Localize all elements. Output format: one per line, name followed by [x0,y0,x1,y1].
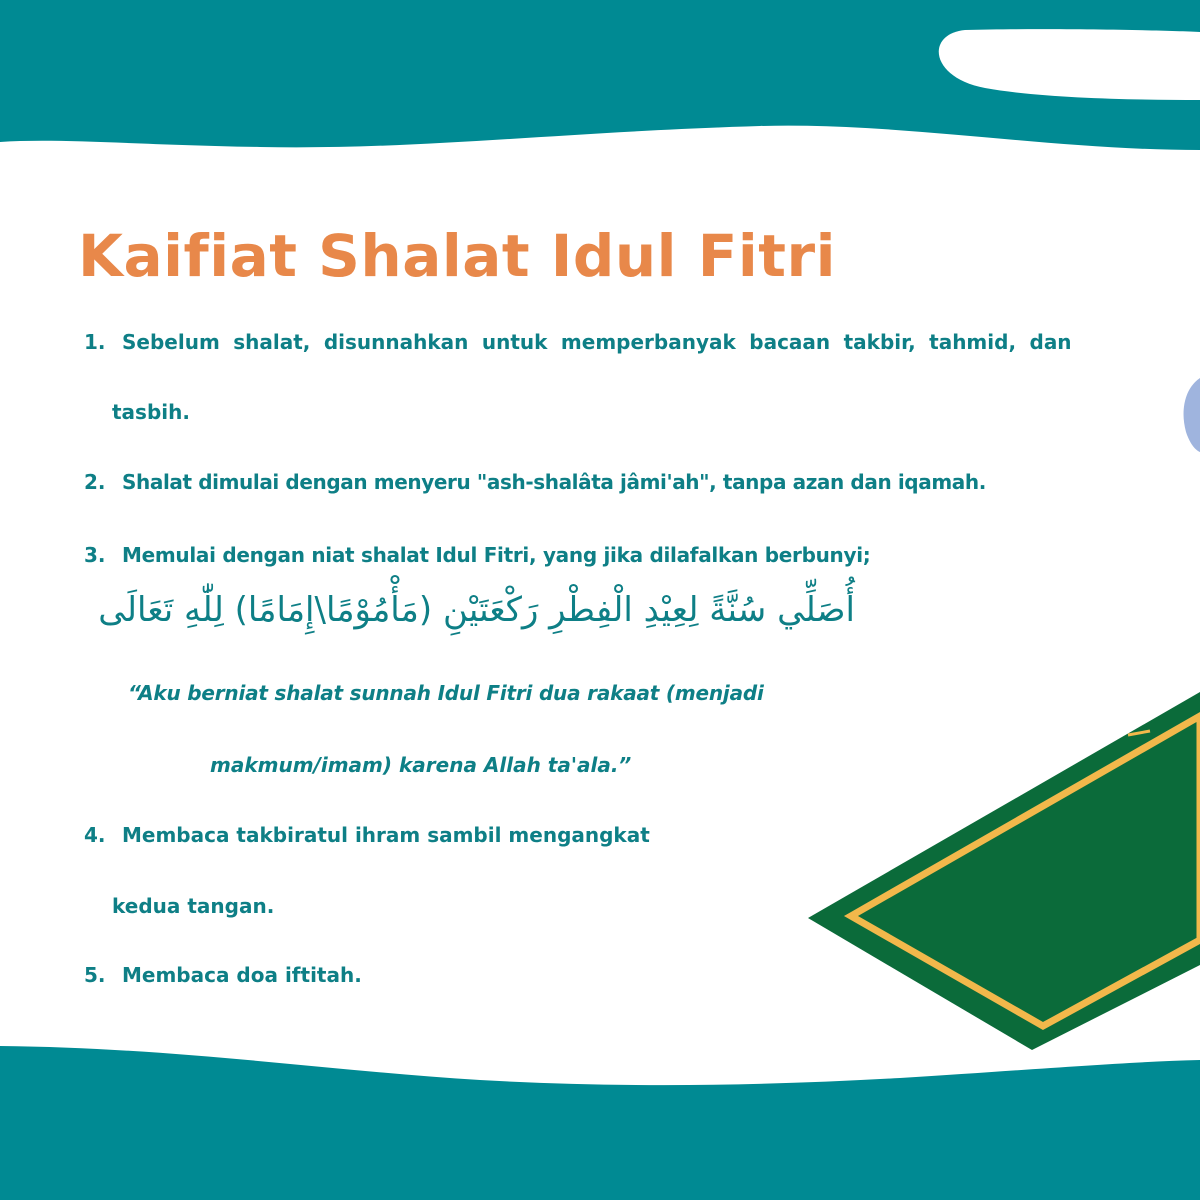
niat-translation: “Aku berniat shalat sunnah Idul Fitri dua rakaat (menjadi [128,681,764,705]
arabic-niat-text: أُصَلِّي سُنَّةً لِعِيْدِ الْفِطْرِ رَكْعَتَيْنِ (مَأْمُوْمًا\إِمَامًا) لِلّٰهِ تَعَالَى [98,590,855,630]
list-item-text: Membaca doa iftitah. [122,963,362,987]
list-item-number: 4. [84,823,106,847]
list-item-text: tasbih. [112,400,190,424]
niat-translation: makmum/imam) karena Allah ta'ala.” [210,753,632,777]
list-item-number: 3. [84,543,106,567]
list-item-text: Sebelum shalat, disunnahkan untuk memperbanyak bacaan takbir, tahmid, dan [122,330,1072,354]
list-item-text: Shalat dimulai dengan menyeru "ash-shalâta jâmi'ah", tanpa azan dan iqamah. [122,470,986,494]
blue-accent-shape [1184,378,1200,452]
list-item-text: kedua tangan. [112,894,275,918]
bottom-wave [0,1046,1200,1200]
list-item-number: 2. [84,470,106,494]
list-item-number: 5. [84,963,106,987]
list-item-text: Memulai dengan niat shalat Idul Fitri, yang jika dilafalkan berbunyi; [122,543,871,567]
page-title: Kaifiat Shalat Idul Fitri [78,222,836,290]
list-item-text: Membaca takbiratul ihram sambil mengangkat [122,823,650,847]
prayer-mat-illustration [808,692,1200,1050]
list-item-number: 1. [84,330,106,354]
